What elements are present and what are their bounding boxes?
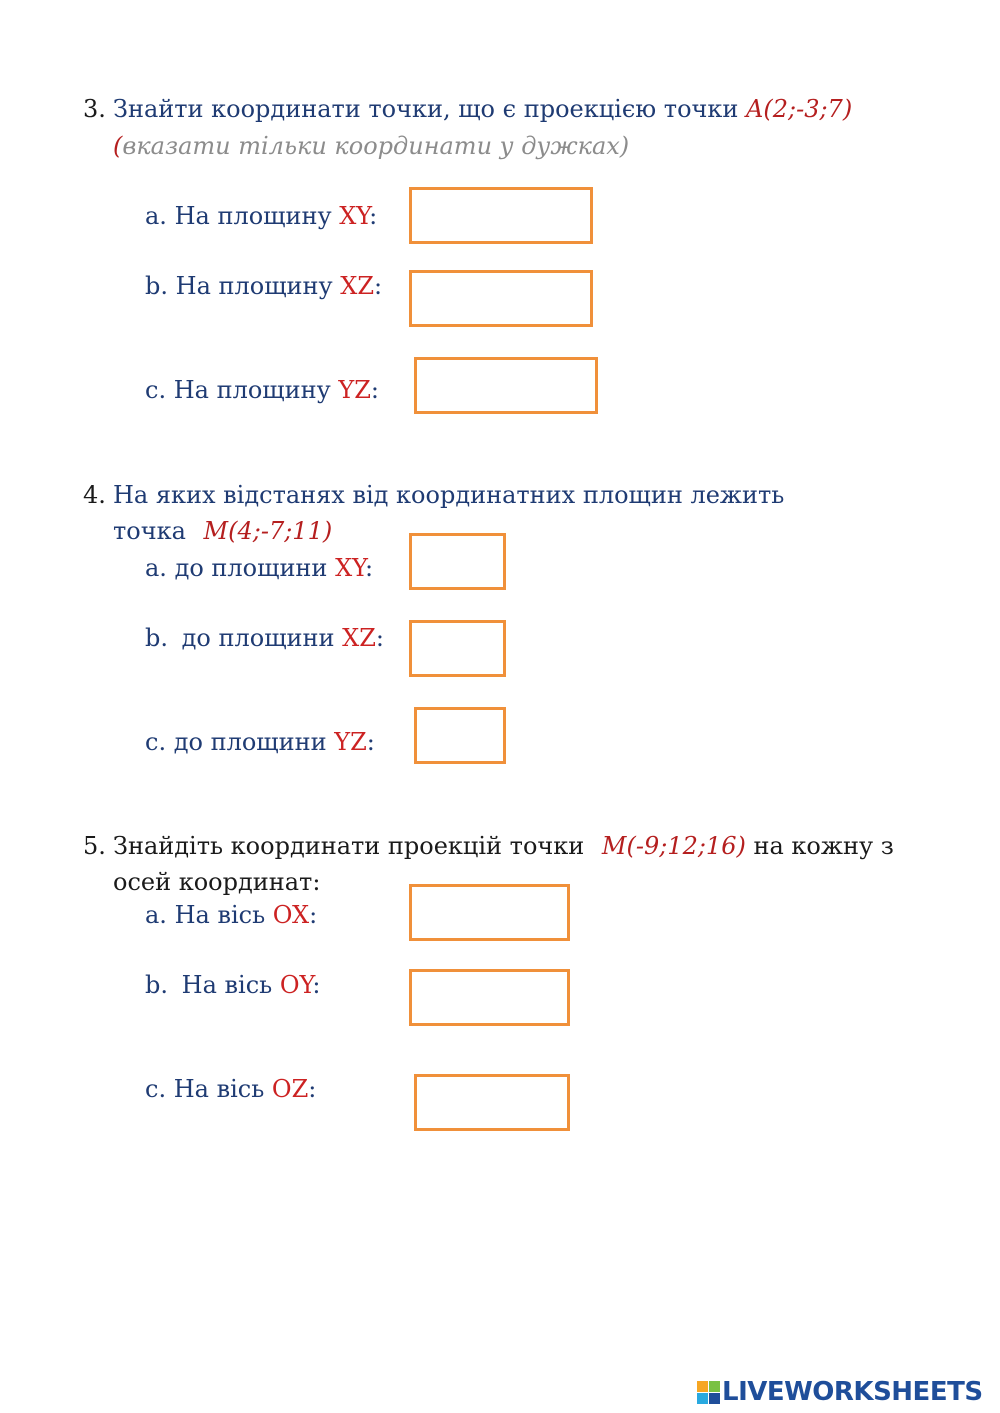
q3-number: 3.: [83, 95, 106, 123]
q5-answer-a-input[interactable]: [409, 884, 570, 941]
item-label: На вісь: [174, 901, 266, 929]
q5-number: 5.: [83, 832, 106, 860]
item-letter: c.: [145, 376, 167, 404]
item-colon: :: [366, 728, 375, 756]
item-colon: :: [308, 1075, 317, 1103]
logo-mark-cell: [709, 1381, 720, 1392]
q5-text-after: на кожну з: [753, 832, 894, 860]
item-axis: XZ: [340, 272, 375, 300]
q3-item-c: [145, 376, 379, 405]
item-axis: YZ: [338, 376, 371, 404]
q4-question-line2: [113, 517, 332, 546]
item-colon: :: [375, 624, 384, 652]
q3-hint-text: вказати тільки координати у дужках): [122, 132, 630, 160]
q4-answer-b-input[interactable]: [409, 620, 506, 677]
q5-item-a: [145, 901, 317, 930]
q5-text: Знайдіть координати проекцій точки: [113, 832, 585, 860]
item-letter: c.: [145, 728, 167, 756]
q4-text2: точка: [113, 517, 186, 545]
item-axis: XY: [339, 202, 370, 230]
q3-item-b: [145, 272, 382, 301]
item-colon: :: [365, 554, 374, 582]
item-axis: OX: [272, 901, 310, 929]
item-letter: b.: [145, 971, 168, 999]
item-colon: :: [309, 901, 318, 929]
item-colon: :: [312, 971, 321, 999]
item-letter: c.: [145, 1075, 167, 1103]
logo-mark-cell: [697, 1393, 708, 1404]
q5-answer-c-input[interactable]: [414, 1074, 570, 1131]
q3-question: [113, 95, 852, 124]
q4-point: M(4;-7;11): [203, 517, 333, 545]
q4-item-c: [145, 728, 375, 757]
item-letter: a.: [145, 202, 167, 230]
item-colon: :: [370, 376, 379, 404]
item-letter: b.: [145, 272, 168, 300]
q3-answer-b-input[interactable]: [409, 270, 593, 327]
item-letter: a.: [145, 554, 167, 582]
item-axis: OY: [279, 971, 313, 999]
q3-answer-a-input[interactable]: [409, 187, 593, 244]
item-colon: :: [369, 202, 378, 230]
q3-text: Знайти координати точки, що є проекцією точки: [113, 95, 739, 123]
q3-hint-paren: (: [113, 132, 123, 160]
q5-item-b: [145, 971, 321, 1000]
logo-mark-cell: [697, 1381, 708, 1392]
item-axis: YZ: [334, 728, 367, 756]
item-label: На площину: [175, 272, 333, 300]
item-axis: XZ: [342, 624, 376, 652]
item-label: до площини: [174, 554, 328, 582]
q5-question: [113, 832, 894, 861]
liveworksheets-logo[interactable]: [697, 1377, 983, 1408]
q5-text2: осей координат:: [113, 868, 321, 896]
item-label: На площину: [174, 202, 332, 230]
q5-item-c: [145, 1075, 316, 1104]
item-colon: :: [374, 272, 383, 300]
q5-point: M(-9;12;16): [601, 832, 746, 860]
q3-point: A(2;-3;7): [746, 95, 853, 123]
q3-answer-c-input[interactable]: [414, 357, 598, 414]
q3-hint: [113, 132, 629, 161]
q4-item-b: [145, 624, 384, 653]
item-axis: XY: [335, 554, 366, 582]
item-letter: a.: [145, 901, 167, 929]
item-label: до площини: [181, 624, 335, 652]
item-label: На вісь: [181, 971, 273, 999]
q4-item-a: [145, 554, 373, 583]
q4-answer-a-input[interactable]: [409, 533, 506, 590]
item-label: до площини: [173, 728, 327, 756]
logo-mark-cell: [709, 1393, 720, 1404]
q4-text: На яких відстанях від координатних площин лежить: [113, 481, 785, 509]
item-label: На площину: [173, 376, 331, 404]
q4-number: 4.: [83, 481, 106, 509]
q5-answer-b-input[interactable]: [409, 969, 570, 1026]
logo-text: LIVEWORKSHEETS: [722, 1377, 983, 1407]
q3-item-a: [145, 202, 377, 231]
q4-answer-c-input[interactable]: [414, 707, 506, 764]
logo-mark-icon: [697, 1381, 720, 1404]
item-letter: b.: [145, 624, 168, 652]
item-axis: OZ: [271, 1075, 309, 1103]
item-label: На вісь: [173, 1075, 265, 1103]
